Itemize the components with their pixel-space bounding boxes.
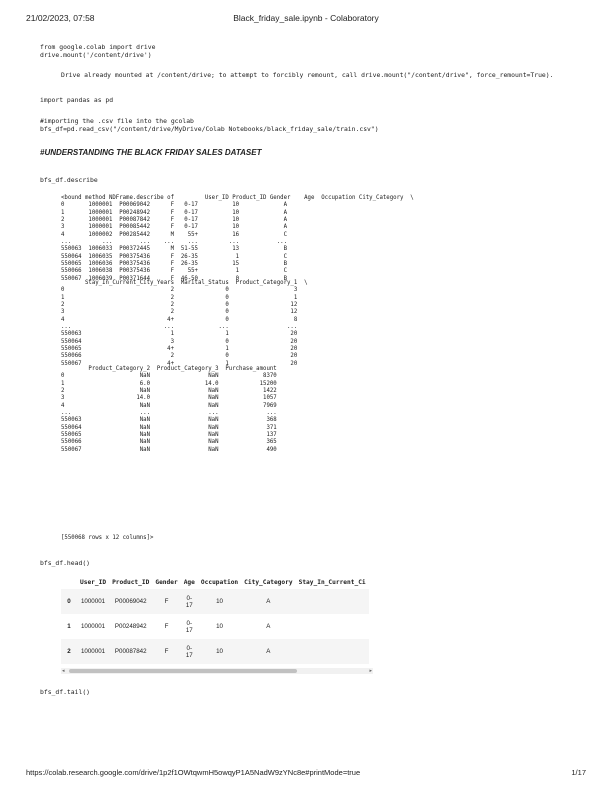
text-cell-heading: #UNDERSTANDING THE BLACK FRIDAY SALES DATASET bbox=[40, 148, 262, 157]
table-cell: F bbox=[152, 589, 180, 614]
table-row bbox=[61, 614, 369, 639]
code-cell-read-csv[interactable]: #importing the .csv file into the gcolab bfs_df=pd.read_csv("/content/drive/MyDrive/Colab Notebooks/black_friday_sale/train.csv") bbox=[40, 117, 379, 133]
print-page-number: 1/17 bbox=[571, 768, 586, 777]
column-header-index bbox=[61, 575, 77, 589]
row-index: 1 bbox=[67, 623, 71, 630]
output-describe-summary: [550068 rows x 12 columns]> bbox=[61, 535, 154, 541]
table-cell: 10 bbox=[198, 589, 241, 614]
output-describe-block-3: Product_Category_2 Product_Category_3 Purchase_amount 0 NaN NaN 8370 1 6.0 14.0 15200 2 NaN NaN 1422 3 14.0 NaN 1057 4 NaN NaN 7969 ... ... ... ... 550063 NaN NaN 368 550064 NaN NaN 371 550065 NaN NaN 137 550066 NaN NaN 365 550067 NaN NaN 490 bbox=[61, 366, 277, 453]
table-row bbox=[61, 589, 369, 614]
output-describe-block-1: <bound method NDFrame.describe of User_ID Product_ID Gender Age Occupation City_Category \ 0 1000001 P00069042 F 0-17 10 A 1 1000001 P00248942 F 0-17 10 A 2 1000001 P00087842 F 0-17 10 A 3 1000001 P00085442 F 0-17 10 A 4 1000002 P00285442 M 55+ 16 C ... ... ... ... ... ... ... 550063 1006033 P00372445 M 51-55 13 B 550064 1006035 P00375436 F 26-35 1 C 550065 1006036 P00375436 F 26-35 15 B 550066 1006038 P00375436 F 55+ 1 C 550067 1006039 P00371644 F 46-50 0 B bbox=[61, 195, 414, 282]
table-cell bbox=[296, 639, 369, 664]
scrollbar-thumb[interactable] bbox=[69, 669, 297, 673]
table-row bbox=[61, 639, 369, 664]
table-cell: P00248942 bbox=[114, 623, 147, 630]
table-cell: 10 bbox=[216, 623, 223, 630]
column-header: Product_ID bbox=[112, 578, 150, 586]
head-output-table bbox=[61, 575, 373, 675]
code-cell-describe[interactable]: bfs_df.describe bbox=[40, 176, 98, 184]
dataframe-table bbox=[61, 575, 369, 664]
table-cell: A bbox=[241, 589, 295, 614]
table-cell bbox=[296, 589, 369, 614]
print-page-title: Black_friday_sale.ipynb - Colaboratory bbox=[233, 13, 379, 23]
table-cell bbox=[296, 614, 369, 639]
table-cell: A bbox=[266, 623, 271, 630]
row-index: 0 bbox=[61, 589, 77, 614]
column-header: Occupation bbox=[200, 578, 239, 586]
table-cell: P00069042 bbox=[109, 589, 152, 614]
table-cell: 0- 17 bbox=[185, 619, 193, 634]
column-header: Stay_In_Current_Ci bbox=[298, 578, 366, 586]
code-cell-mount[interactable]: from google.colab import drive drive.mount('/content/drive') bbox=[40, 43, 156, 59]
scroll-left-arrow-icon[interactable]: ◂ bbox=[62, 668, 65, 674]
code-cell-import[interactable]: import pandas as pd bbox=[40, 96, 114, 104]
table-cell: F bbox=[164, 623, 169, 630]
column-header: Age bbox=[183, 578, 195, 586]
horizontal-scrollbar[interactable] bbox=[61, 668, 373, 674]
output-describe-block-2: Stay_In_Current_City_Years Marital_Status Product_Category_1 \ 0 2 0 3 1 2 0 1 2 2 0 12 3 2 0 12 4 4+ 0 8 ... ... ... ... 550063 1 1 20 550064 3 0 20 550065 4+ 1 20 550066 2 0 20 550067 4+ 1 20 bbox=[61, 280, 308, 367]
table-cell: P00087842 bbox=[109, 639, 152, 664]
table-cell: 10 bbox=[198, 639, 241, 664]
column-header: Gender bbox=[155, 578, 178, 586]
row-index: 2 bbox=[61, 639, 77, 664]
table-cell: A bbox=[241, 639, 295, 664]
table-cell: 1000001 bbox=[80, 623, 106, 630]
column-header: City_Category bbox=[244, 578, 293, 586]
table-cell: 0- 17 bbox=[181, 639, 198, 664]
table-cell: 1000001 bbox=[77, 589, 109, 614]
table-header-row bbox=[61, 575, 369, 589]
print-date: 21/02/2023, 07:58 bbox=[26, 13, 95, 23]
table-cell: 1000001 bbox=[77, 639, 109, 664]
column-header: User_ID bbox=[80, 578, 107, 586]
table-cell: 0- 17 bbox=[181, 589, 198, 614]
table-cell: F bbox=[152, 639, 180, 664]
output-mount: Drive already mounted at /content/drive; to attempt to forcibly remount, call drive.mount("/content/drive", force_remount=True). bbox=[61, 71, 554, 79]
code-cell-tail[interactable]: bfs_df.tail() bbox=[40, 688, 91, 696]
code-cell-head[interactable]: bfs_df.head() bbox=[40, 559, 91, 567]
print-url: https://colab.research.google.com/drive/1p2f1OWtqwmH5owqyP1A5NadW9zYNc8e#printMode=true bbox=[26, 768, 361, 777]
scroll-right-arrow-icon[interactable]: ▸ bbox=[369, 668, 372, 674]
